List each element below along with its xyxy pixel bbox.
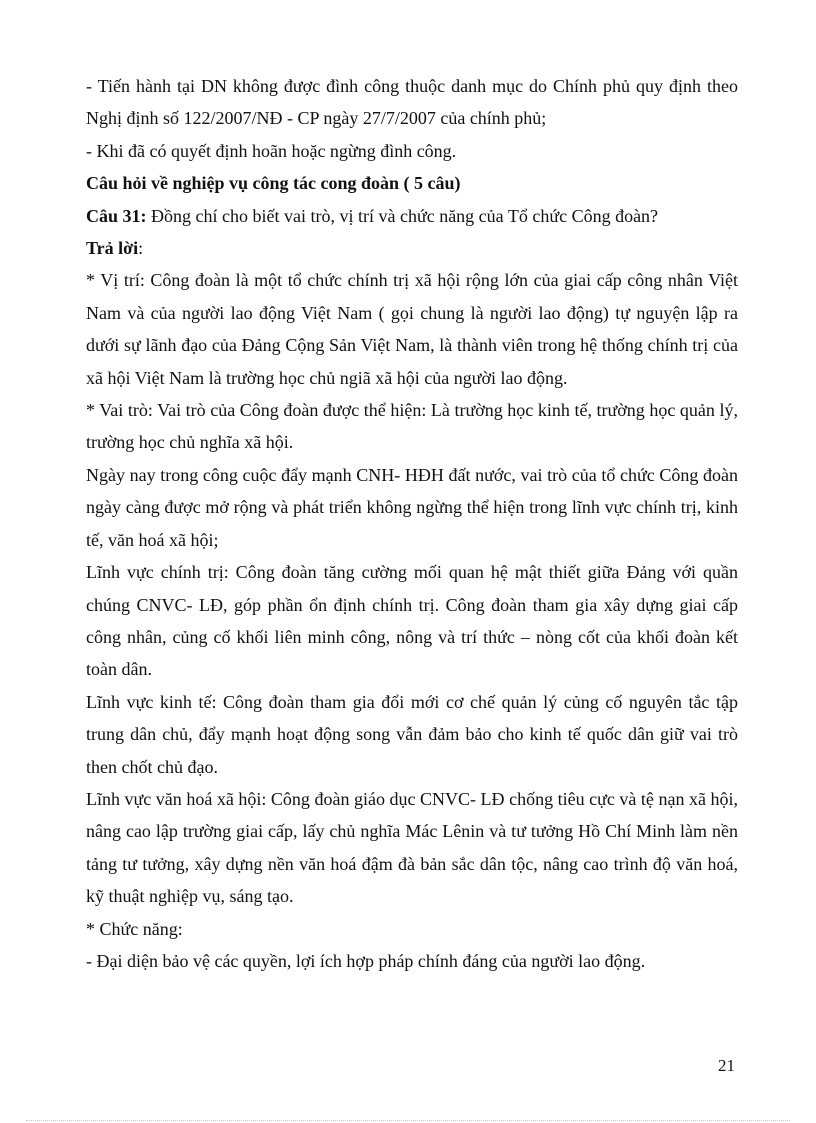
paragraph-strike-postponed: - Khi đã có quyết định hoãn hoặc ngừng đình công.: [86, 140, 457, 161]
section-heading: Câu hỏi về nghiệp vụ công tác cong đoàn ( 5 câu): [86, 173, 461, 194]
paragraph-cultural-field: Lĩnh vực văn hoá xã hội: Công đoàn giáo dục CNVC- LĐ chống tiêu cực và tệ nạn xã hội, nâng cao lập trường giai cấp, lấy chủ nghĩa Mác Lênin và tư tưởng Hồ Chí Minh làm nền tảng tư tưởng, xây dựng nền văn hoá đậm đà bản sắc dân tộc, nâng cao trình độ văn hoá, kỹ thuật nghiệp vụ, sáng tạo.: [86, 788, 738, 907]
document-page: [86, 70, 738, 977]
paragraph-position: * Vị trí: Công đoàn là một tổ chức chính trị xã hội rộng lớn của giai cấp công nhân Việt Nam và của người lao động Việt Nam ( gọi chung là người lao động) tự nguyện lập ra dưới sự lãnh đạo của Đảng Cộng Sản Việt Nam, là thành viên trong hệ thống chính trị của xã hội Việt Nam là trường học chủ ngiã xã hội của người lao động.: [86, 270, 738, 388]
answer-label: Trả lời: [86, 238, 139, 259]
paragraph-role-today: Ngày nay trong công cuộc đẩy mạnh CNH- HĐH đất nước, vai trò của tổ chức Công đoàn ngày càng được mở rộng và phát triển không ngừng thể hiện trong lĩnh vực chính trị, kinh tế, văn hoá xã hội;: [86, 464, 738, 550]
paragraph-role: * Vai trò: Vai trò của Công đoàn được thể hiện: Là trường học kinh tế, trường học quản lý, trường học chủ nghĩa xã hội.: [86, 400, 738, 453]
paragraph-functions: * Chức năng:: [86, 918, 183, 939]
paragraph-political-field: Lĩnh vực chính trị: Công đoàn tăng cường mối quan hệ mật thiết giữa Đảng với quần chúng CNVC- LĐ, góp phần ổn định chính trị. Công đoàn tham gia xây dựng giai cấp công nhân, củng cố khối liên minh công, nông và trí thức – nòng cốt của khối đoàn kết toàn dân.: [86, 562, 738, 680]
answer-heading: [86, 232, 738, 264]
question-text: Đồng chí cho biết vai trò, vị trí và chức năng của Tổ chức Công đoàn?: [146, 205, 659, 226]
paragraph-function-represent: - Đại diện bảo vệ các quyền, lợi ích hợp pháp chính đáng của người lao động.: [86, 950, 646, 971]
paragraph-economic-field: Lĩnh vực kinh tế: Công đoàn tham gia đổi mới cơ chế quản lý củng cố nguyên tắc tập trung dân chủ, đẩy mạnh hoạt động song vẫn đảm bảo cho kinh tế quốc dân giữ vai trò then chốt chủ đạo.: [86, 691, 738, 777]
answer-colon: :: [138, 238, 144, 259]
question-31: [86, 200, 738, 232]
question-label: Câu 31:: [86, 205, 147, 226]
page-bottom-divider: [26, 1120, 790, 1121]
paragraph-strike-condition: - Tiến hành tại DN không được đình công thuộc danh mục do Chính phủ quy định theo Nghị định số 122/2007/NĐ - CP ngày 27/7/2007 của chính phủ;: [86, 76, 738, 129]
page-number: 21: [718, 1056, 735, 1075]
